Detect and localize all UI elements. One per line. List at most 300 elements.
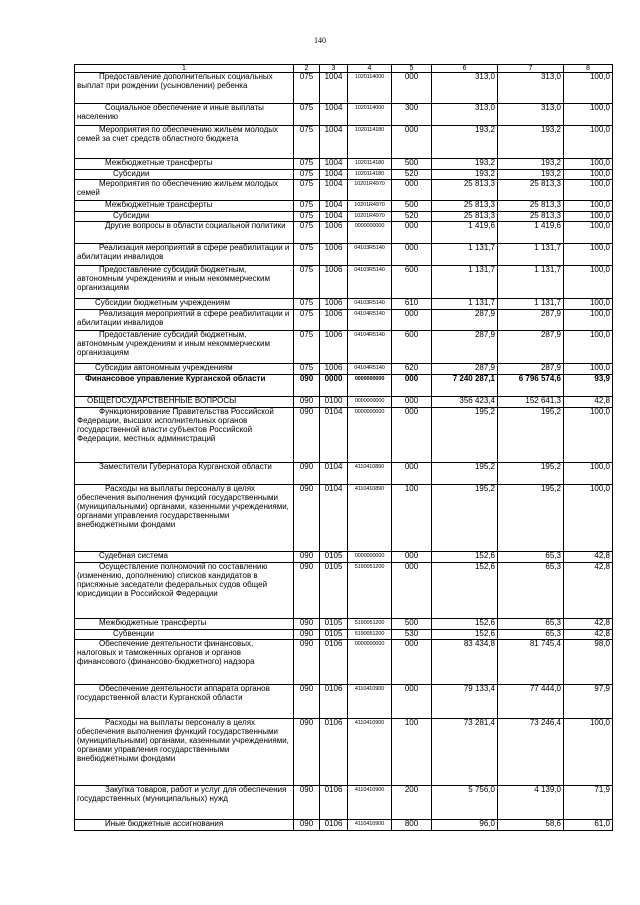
expense-name-text: Субсидии автономным учреждениям bbox=[95, 363, 233, 372]
section-code: 1006 bbox=[320, 222, 348, 244]
table-row bbox=[75, 244, 613, 266]
column-number: 1 bbox=[75, 65, 294, 73]
expense-name-text: Мероприятия по обеспечению жильем молодых семей bbox=[77, 179, 279, 197]
execution-percent: 100,0 bbox=[564, 104, 613, 126]
department-code: 075 bbox=[294, 73, 320, 104]
executed-amount: 287,9 bbox=[498, 310, 564, 331]
expense-name-text: Расходы на выплаты персоналу в целях обеспечения выполнения функций государственными (муниципальными) органами, казенными учреждениями, органами управления государственными внебюджетными фондами bbox=[77, 484, 289, 529]
planned-amount: 195,2 bbox=[432, 463, 498, 485]
expense-type-code: 000 bbox=[392, 126, 432, 159]
section-code: 1004 bbox=[320, 180, 348, 201]
expense-type-code: 000 bbox=[392, 310, 432, 331]
executed-amount: 81 745,4 bbox=[498, 640, 564, 685]
section-code: 1006 bbox=[320, 244, 348, 266]
planned-amount: 195,2 bbox=[432, 485, 498, 552]
column-number: 7 bbox=[498, 65, 564, 73]
department-code: 075 bbox=[294, 126, 320, 159]
executed-amount: 25 813,3 bbox=[498, 201, 564, 212]
expense-name-text: Межбюджетные трансферты bbox=[105, 200, 213, 209]
planned-amount: 195,2 bbox=[432, 408, 498, 463]
expense-name bbox=[75, 630, 294, 640]
table-row bbox=[75, 331, 613, 364]
execution-percent: 100,0 bbox=[564, 719, 613, 786]
planned-amount: 313,0 bbox=[432, 73, 498, 104]
department-code: 075 bbox=[294, 212, 320, 222]
planned-amount: 193,2 bbox=[432, 170, 498, 180]
section-code: 1004 bbox=[320, 170, 348, 180]
target-article-code: 0000000000 bbox=[348, 552, 392, 563]
expense-type-code: 000 bbox=[392, 375, 432, 397]
expense-type-code: 000 bbox=[392, 73, 432, 104]
expense-type-code: 500 bbox=[392, 619, 432, 630]
executed-amount: 193,2 bbox=[498, 126, 564, 159]
section-code: 0105 bbox=[320, 630, 348, 640]
executed-amount: 195,2 bbox=[498, 463, 564, 485]
expense-name bbox=[75, 485, 294, 552]
executed-amount: 313,0 bbox=[498, 104, 564, 126]
department-code: 090 bbox=[294, 619, 320, 630]
target-article-code: 04103R5140 bbox=[348, 299, 392, 310]
expense-type-code: 000 bbox=[392, 552, 432, 563]
table-row bbox=[75, 73, 613, 104]
planned-amount: 5 756,0 bbox=[432, 786, 498, 820]
expense-name bbox=[75, 222, 294, 244]
executed-amount: 152 641,3 bbox=[498, 397, 564, 408]
section-code: 1004 bbox=[320, 159, 348, 170]
table-row bbox=[75, 170, 613, 180]
target-article-code: 0000000000 bbox=[348, 375, 392, 397]
table-row bbox=[75, 104, 613, 126]
expense-name-text: Другие вопросы в области социальной политики bbox=[105, 221, 286, 230]
expense-type-code: 000 bbox=[392, 397, 432, 408]
department-code: 075 bbox=[294, 364, 320, 375]
expense-name-text: Реализация мероприятий в сфере реабилитации и абилитации инвалидов bbox=[77, 243, 290, 261]
department-code: 090 bbox=[294, 820, 320, 831]
target-article-code: 4110410890 bbox=[348, 463, 392, 485]
expense-name bbox=[75, 212, 294, 222]
section-code: 0106 bbox=[320, 685, 348, 719]
target-article-code: 04104R5140 bbox=[348, 364, 392, 375]
expense-name bbox=[75, 244, 294, 266]
expense-name-text: Социальное обеспечение и иные выплаты населению bbox=[77, 103, 264, 121]
expense-name-text: Иные бюджетные ассигнования bbox=[105, 819, 224, 828]
section-code: 1006 bbox=[320, 266, 348, 299]
expense-name-text: Закупка товаров, работ и услуг для обеспечения государственных (муниципальных) нужд bbox=[77, 785, 287, 803]
target-article-code: 1020114000 bbox=[348, 73, 392, 104]
executed-amount: 1 131,7 bbox=[498, 244, 564, 266]
expense-type-code: 500 bbox=[392, 159, 432, 170]
expense-type-code: 000 bbox=[392, 222, 432, 244]
table-row bbox=[75, 685, 613, 719]
section-code: 1004 bbox=[320, 73, 348, 104]
planned-amount: 193,2 bbox=[432, 126, 498, 159]
expense-type-code: 200 bbox=[392, 786, 432, 820]
execution-percent: 93,9 bbox=[564, 375, 613, 397]
execution-percent: 100,0 bbox=[564, 170, 613, 180]
table-row bbox=[75, 222, 613, 244]
department-code: 075 bbox=[294, 266, 320, 299]
executed-amount: 6 796 574,6 bbox=[498, 375, 564, 397]
executed-amount: 4 139,0 bbox=[498, 786, 564, 820]
executed-amount: 65,3 bbox=[498, 619, 564, 630]
section-code: 0106 bbox=[320, 786, 348, 820]
expense-name-text: Расходы на выплаты персоналу в целях обеспечения выполнения функций государственными (муниципальными) органами, казенными учреждениями, органами управления государственными внебюджетными фондами bbox=[77, 718, 289, 763]
target-article-code: 5190051200 bbox=[348, 563, 392, 619]
table-row bbox=[75, 180, 613, 201]
target-article-code: 0000000000 bbox=[348, 408, 392, 463]
department-code: 075 bbox=[294, 244, 320, 266]
section-code: 0106 bbox=[320, 640, 348, 685]
expense-type-code: 530 bbox=[392, 630, 432, 640]
execution-percent: 100,0 bbox=[564, 299, 613, 310]
executed-amount: 58,6 bbox=[498, 820, 564, 831]
planned-amount: 1 419,6 bbox=[432, 222, 498, 244]
execution-percent: 42,8 bbox=[564, 619, 613, 630]
expense-type-code: 800 bbox=[392, 820, 432, 831]
section-code: 0106 bbox=[320, 719, 348, 786]
table-row bbox=[75, 201, 613, 212]
expense-name-text: Субвенции bbox=[113, 629, 154, 638]
table-row bbox=[75, 310, 613, 331]
table-row bbox=[75, 820, 613, 831]
section-code: 1004 bbox=[320, 201, 348, 212]
target-article-code: 04103R5140 bbox=[348, 244, 392, 266]
target-article-code: 0000000000 bbox=[348, 397, 392, 408]
section-code: 0000 bbox=[320, 375, 348, 397]
executed-amount: 193,2 bbox=[498, 159, 564, 170]
planned-amount: 83 434,8 bbox=[432, 640, 498, 685]
expense-name-text: Субсидии bbox=[113, 169, 150, 178]
expense-name bbox=[75, 201, 294, 212]
expense-name-text: Межбюджетные трансферты bbox=[99, 618, 207, 627]
column-number: 4 bbox=[348, 65, 392, 73]
expense-name bbox=[75, 73, 294, 104]
execution-percent: 42,8 bbox=[564, 397, 613, 408]
expense-type-code: 300 bbox=[392, 104, 432, 126]
execution-percent: 100,0 bbox=[564, 126, 613, 159]
department-code: 075 bbox=[294, 170, 320, 180]
expense-name-text: Осуществление полномочий по составлению (изменению, дополнению) списков кандидатов в присяжные заседатели федеральных судов общей юрисдикции в Российской Федерации bbox=[77, 562, 268, 598]
expense-type-code: 000 bbox=[392, 408, 432, 463]
execution-percent: 98,0 bbox=[564, 640, 613, 685]
execution-percent: 42,8 bbox=[564, 563, 613, 619]
expense-name bbox=[75, 180, 294, 201]
department-code: 075 bbox=[294, 299, 320, 310]
target-article-code: 1020114180 bbox=[348, 159, 392, 170]
department-code: 090 bbox=[294, 630, 320, 640]
expense-type-code: 600 bbox=[392, 266, 432, 299]
expense-name-text: Финансовое управление Курганской области bbox=[85, 374, 266, 383]
table-row bbox=[75, 375, 613, 397]
planned-amount: 313,0 bbox=[432, 104, 498, 126]
section-code: 0100 bbox=[320, 397, 348, 408]
planned-amount: 152,6 bbox=[432, 630, 498, 640]
executed-amount: 77 444,0 bbox=[498, 685, 564, 719]
section-code: 1006 bbox=[320, 364, 348, 375]
planned-amount: 152,6 bbox=[432, 552, 498, 563]
target-article-code: 10201R4970 bbox=[348, 212, 392, 222]
target-article-code: 04104R5140 bbox=[348, 331, 392, 364]
department-code: 090 bbox=[294, 485, 320, 552]
expense-name bbox=[75, 408, 294, 463]
table-row bbox=[75, 619, 613, 630]
expense-name-text: Реализация мероприятий в сфере реабилитации и абилитации инвалидов bbox=[77, 309, 290, 327]
target-article-code: 4110410890 bbox=[348, 485, 392, 552]
target-article-code: 04103R5140 bbox=[348, 266, 392, 299]
planned-amount: 287,9 bbox=[432, 331, 498, 364]
planned-amount: 356 423,4 bbox=[432, 397, 498, 408]
page-number: 140 bbox=[314, 36, 326, 45]
execution-percent: 100,0 bbox=[564, 212, 613, 222]
column-number: 6 bbox=[432, 65, 498, 73]
expense-type-code: 100 bbox=[392, 485, 432, 552]
planned-amount: 25 813,3 bbox=[432, 201, 498, 212]
department-code: 075 bbox=[294, 310, 320, 331]
planned-amount: 1 131,7 bbox=[432, 266, 498, 299]
execution-percent: 97,9 bbox=[564, 685, 613, 719]
expense-name bbox=[75, 375, 294, 397]
target-article-code: 0000000000 bbox=[348, 222, 392, 244]
execution-percent: 100,0 bbox=[564, 408, 613, 463]
expense-name-text: Межбюджетные трансферты bbox=[105, 158, 213, 167]
execution-percent: 71,9 bbox=[564, 786, 613, 820]
expense-name bbox=[75, 820, 294, 831]
planned-amount: 1 131,7 bbox=[432, 299, 498, 310]
execution-percent: 100,0 bbox=[564, 201, 613, 212]
expense-name-text: Обеспечение деятельности финансовых, налоговых и таможенных органов и органов финансового (финансово-бюджетного) надзора bbox=[77, 639, 255, 666]
table-row bbox=[75, 212, 613, 222]
executed-amount: 1 419,6 bbox=[498, 222, 564, 244]
planned-amount: 287,9 bbox=[432, 310, 498, 331]
execution-percent: 42,8 bbox=[564, 630, 613, 640]
department-code: 090 bbox=[294, 408, 320, 463]
table-row bbox=[75, 463, 613, 485]
department-code: 075 bbox=[294, 104, 320, 126]
table-row bbox=[75, 485, 613, 552]
execution-percent: 100,0 bbox=[564, 266, 613, 299]
target-article-code: 4110410900 bbox=[348, 685, 392, 719]
table-row bbox=[75, 299, 613, 310]
department-code: 075 bbox=[294, 180, 320, 201]
execution-percent: 100,0 bbox=[564, 222, 613, 244]
target-article-code: 4110410900 bbox=[348, 820, 392, 831]
execution-percent: 100,0 bbox=[564, 180, 613, 201]
expense-name bbox=[75, 126, 294, 159]
expense-name bbox=[75, 685, 294, 719]
department-code: 090 bbox=[294, 463, 320, 485]
target-article-code: 10201R4970 bbox=[348, 180, 392, 201]
expense-name-text: Заместители Губернатора Курганской области bbox=[99, 462, 272, 471]
table-row bbox=[75, 719, 613, 786]
expense-name bbox=[75, 619, 294, 630]
expense-type-code: 610 bbox=[392, 299, 432, 310]
target-article-code: 5190051200 bbox=[348, 630, 392, 640]
planned-amount: 25 813,3 bbox=[432, 180, 498, 201]
table-row bbox=[75, 640, 613, 685]
expense-type-code: 620 bbox=[392, 364, 432, 375]
expense-name bbox=[75, 266, 294, 299]
planned-amount: 193,2 bbox=[432, 159, 498, 170]
section-code: 1004 bbox=[320, 126, 348, 159]
expense-name-text: Субсидии bbox=[113, 211, 150, 220]
executed-amount: 73 246,4 bbox=[498, 719, 564, 786]
expense-type-code: 000 bbox=[392, 463, 432, 485]
department-code: 090 bbox=[294, 640, 320, 685]
table-row bbox=[75, 552, 613, 563]
expense-name bbox=[75, 159, 294, 170]
executed-amount: 1 131,7 bbox=[498, 266, 564, 299]
expense-type-code: 000 bbox=[392, 180, 432, 201]
table-body bbox=[75, 73, 613, 831]
target-article-code: 4110410900 bbox=[348, 786, 392, 820]
section-code: 0106 bbox=[320, 820, 348, 831]
expense-type-code: 520 bbox=[392, 170, 432, 180]
executed-amount: 65,3 bbox=[498, 630, 564, 640]
target-article-code: 4110410900 bbox=[348, 719, 392, 786]
table-row bbox=[75, 397, 613, 408]
section-code: 0105 bbox=[320, 619, 348, 630]
table-row bbox=[75, 364, 613, 375]
execution-percent: 100,0 bbox=[564, 159, 613, 170]
section-code: 1006 bbox=[320, 310, 348, 331]
target-article-code: 1020114180 bbox=[348, 126, 392, 159]
section-code: 0104 bbox=[320, 408, 348, 463]
execution-percent: 100,0 bbox=[564, 310, 613, 331]
department-code: 090 bbox=[294, 786, 320, 820]
expense-type-code: 000 bbox=[392, 244, 432, 266]
executed-amount: 195,2 bbox=[498, 485, 564, 552]
table-row bbox=[75, 563, 613, 619]
executed-amount: 195,2 bbox=[498, 408, 564, 463]
expense-name bbox=[75, 299, 294, 310]
executed-amount: 287,9 bbox=[498, 364, 564, 375]
expense-name-text: Функционирование Правительства Российской Федерации, высших исполнительных органов государственной власти субъектов Российской Федерации, местных администраций bbox=[77, 407, 274, 443]
expense-name-text: Судебная система bbox=[99, 551, 168, 560]
expense-name-text: Мероприятия по обеспечению жильем молодых семей за счет средств областного бюджета bbox=[77, 125, 279, 143]
table-row bbox=[75, 266, 613, 299]
executed-amount: 65,3 bbox=[498, 552, 564, 563]
expense-name bbox=[75, 397, 294, 408]
expense-name-text: Субсидии бюджетным учреждениям bbox=[95, 298, 230, 307]
expense-name-text: ОБЩЕГОСУДАРСТВЕННЫЕ ВОПРОСЫ bbox=[87, 396, 237, 405]
budget-execution-table bbox=[74, 64, 613, 831]
expense-type-code: 100 bbox=[392, 719, 432, 786]
department-code: 090 bbox=[294, 397, 320, 408]
department-code: 075 bbox=[294, 201, 320, 212]
executed-amount: 287,9 bbox=[498, 331, 564, 364]
execution-percent: 100,0 bbox=[564, 364, 613, 375]
target-article-code: 04104R5140 bbox=[348, 310, 392, 331]
planned-amount: 25 813,3 bbox=[432, 212, 498, 222]
executed-amount: 65,3 bbox=[498, 563, 564, 619]
department-code: 075 bbox=[294, 159, 320, 170]
planned-amount: 96,0 bbox=[432, 820, 498, 831]
table-row bbox=[75, 408, 613, 463]
execution-percent: 42,8 bbox=[564, 552, 613, 563]
planned-amount: 287,9 bbox=[432, 364, 498, 375]
expense-name bbox=[75, 786, 294, 820]
expense-type-code: 520 bbox=[392, 212, 432, 222]
section-code: 0104 bbox=[320, 463, 348, 485]
execution-percent: 100,0 bbox=[564, 485, 613, 552]
expense-name-text: Предоставление субсидий бюджетным, автономным учреждениям и иным некоммерческим организациям bbox=[77, 265, 270, 292]
section-code: 1006 bbox=[320, 331, 348, 364]
executed-amount: 193,2 bbox=[498, 170, 564, 180]
column-number: 5 bbox=[392, 65, 432, 73]
expense-type-code: 000 bbox=[392, 640, 432, 685]
target-article-code: 0000000000 bbox=[348, 640, 392, 685]
expense-name bbox=[75, 719, 294, 786]
department-code: 075 bbox=[294, 222, 320, 244]
section-code: 0105 bbox=[320, 552, 348, 563]
section-code: 1006 bbox=[320, 299, 348, 310]
column-number: 8 bbox=[564, 65, 613, 73]
section-code: 0104 bbox=[320, 485, 348, 552]
column-number: 2 bbox=[294, 65, 320, 73]
expense-name bbox=[75, 640, 294, 685]
planned-amount: 7 240 287,1 bbox=[432, 375, 498, 397]
section-code: 1004 bbox=[320, 212, 348, 222]
department-code: 090 bbox=[294, 563, 320, 619]
target-article-code: 10201R4970 bbox=[348, 201, 392, 212]
expense-name-text: Предоставление субсидий бюджетным, автономным учреждениям и иным некоммерческим организациям bbox=[77, 330, 270, 357]
department-code: 090 bbox=[294, 719, 320, 786]
expense-type-code: 000 bbox=[392, 563, 432, 619]
executed-amount: 25 813,3 bbox=[498, 180, 564, 201]
target-article-code: 1020114180 bbox=[348, 170, 392, 180]
target-article-code: 1020114000 bbox=[348, 104, 392, 126]
expense-name bbox=[75, 552, 294, 563]
table-row bbox=[75, 126, 613, 159]
expense-name bbox=[75, 170, 294, 180]
department-code: 090 bbox=[294, 685, 320, 719]
executed-amount: 1 131,7 bbox=[498, 299, 564, 310]
table-row bbox=[75, 159, 613, 170]
expense-name bbox=[75, 104, 294, 126]
table-row bbox=[75, 786, 613, 820]
target-article-code: 5190051200 bbox=[348, 619, 392, 630]
planned-amount: 1 131,7 bbox=[432, 244, 498, 266]
expense-name bbox=[75, 331, 294, 364]
planned-amount: 152,6 bbox=[432, 619, 498, 630]
expense-type-code: 600 bbox=[392, 331, 432, 364]
execution-percent: 61,0 bbox=[564, 820, 613, 831]
column-number-row bbox=[75, 65, 613, 73]
expense-name-text: Обеспечение деятельности аппарата органов государственной власти Курганской области bbox=[77, 684, 270, 702]
department-code: 090 bbox=[294, 552, 320, 563]
execution-percent: 100,0 bbox=[564, 331, 613, 364]
section-code: 0105 bbox=[320, 563, 348, 619]
department-code: 090 bbox=[294, 375, 320, 397]
table-row bbox=[75, 630, 613, 640]
expense-name bbox=[75, 563, 294, 619]
expense-type-code: 500 bbox=[392, 201, 432, 212]
expense-name bbox=[75, 310, 294, 331]
planned-amount: 152,6 bbox=[432, 563, 498, 619]
executed-amount: 313,0 bbox=[498, 73, 564, 104]
expense-name-text: Предоставление дополнительных социальных выплат при рождении (усыновлении) ребенка bbox=[77, 72, 273, 90]
execution-percent: 100,0 bbox=[564, 244, 613, 266]
expense-name bbox=[75, 463, 294, 485]
section-code: 1004 bbox=[320, 104, 348, 126]
department-code: 075 bbox=[294, 331, 320, 364]
executed-amount: 25 813,3 bbox=[498, 212, 564, 222]
execution-percent: 100,0 bbox=[564, 463, 613, 485]
planned-amount: 73 281,4 bbox=[432, 719, 498, 786]
expense-name bbox=[75, 364, 294, 375]
expense-type-code: 000 bbox=[392, 685, 432, 719]
column-number: 3 bbox=[320, 65, 348, 73]
